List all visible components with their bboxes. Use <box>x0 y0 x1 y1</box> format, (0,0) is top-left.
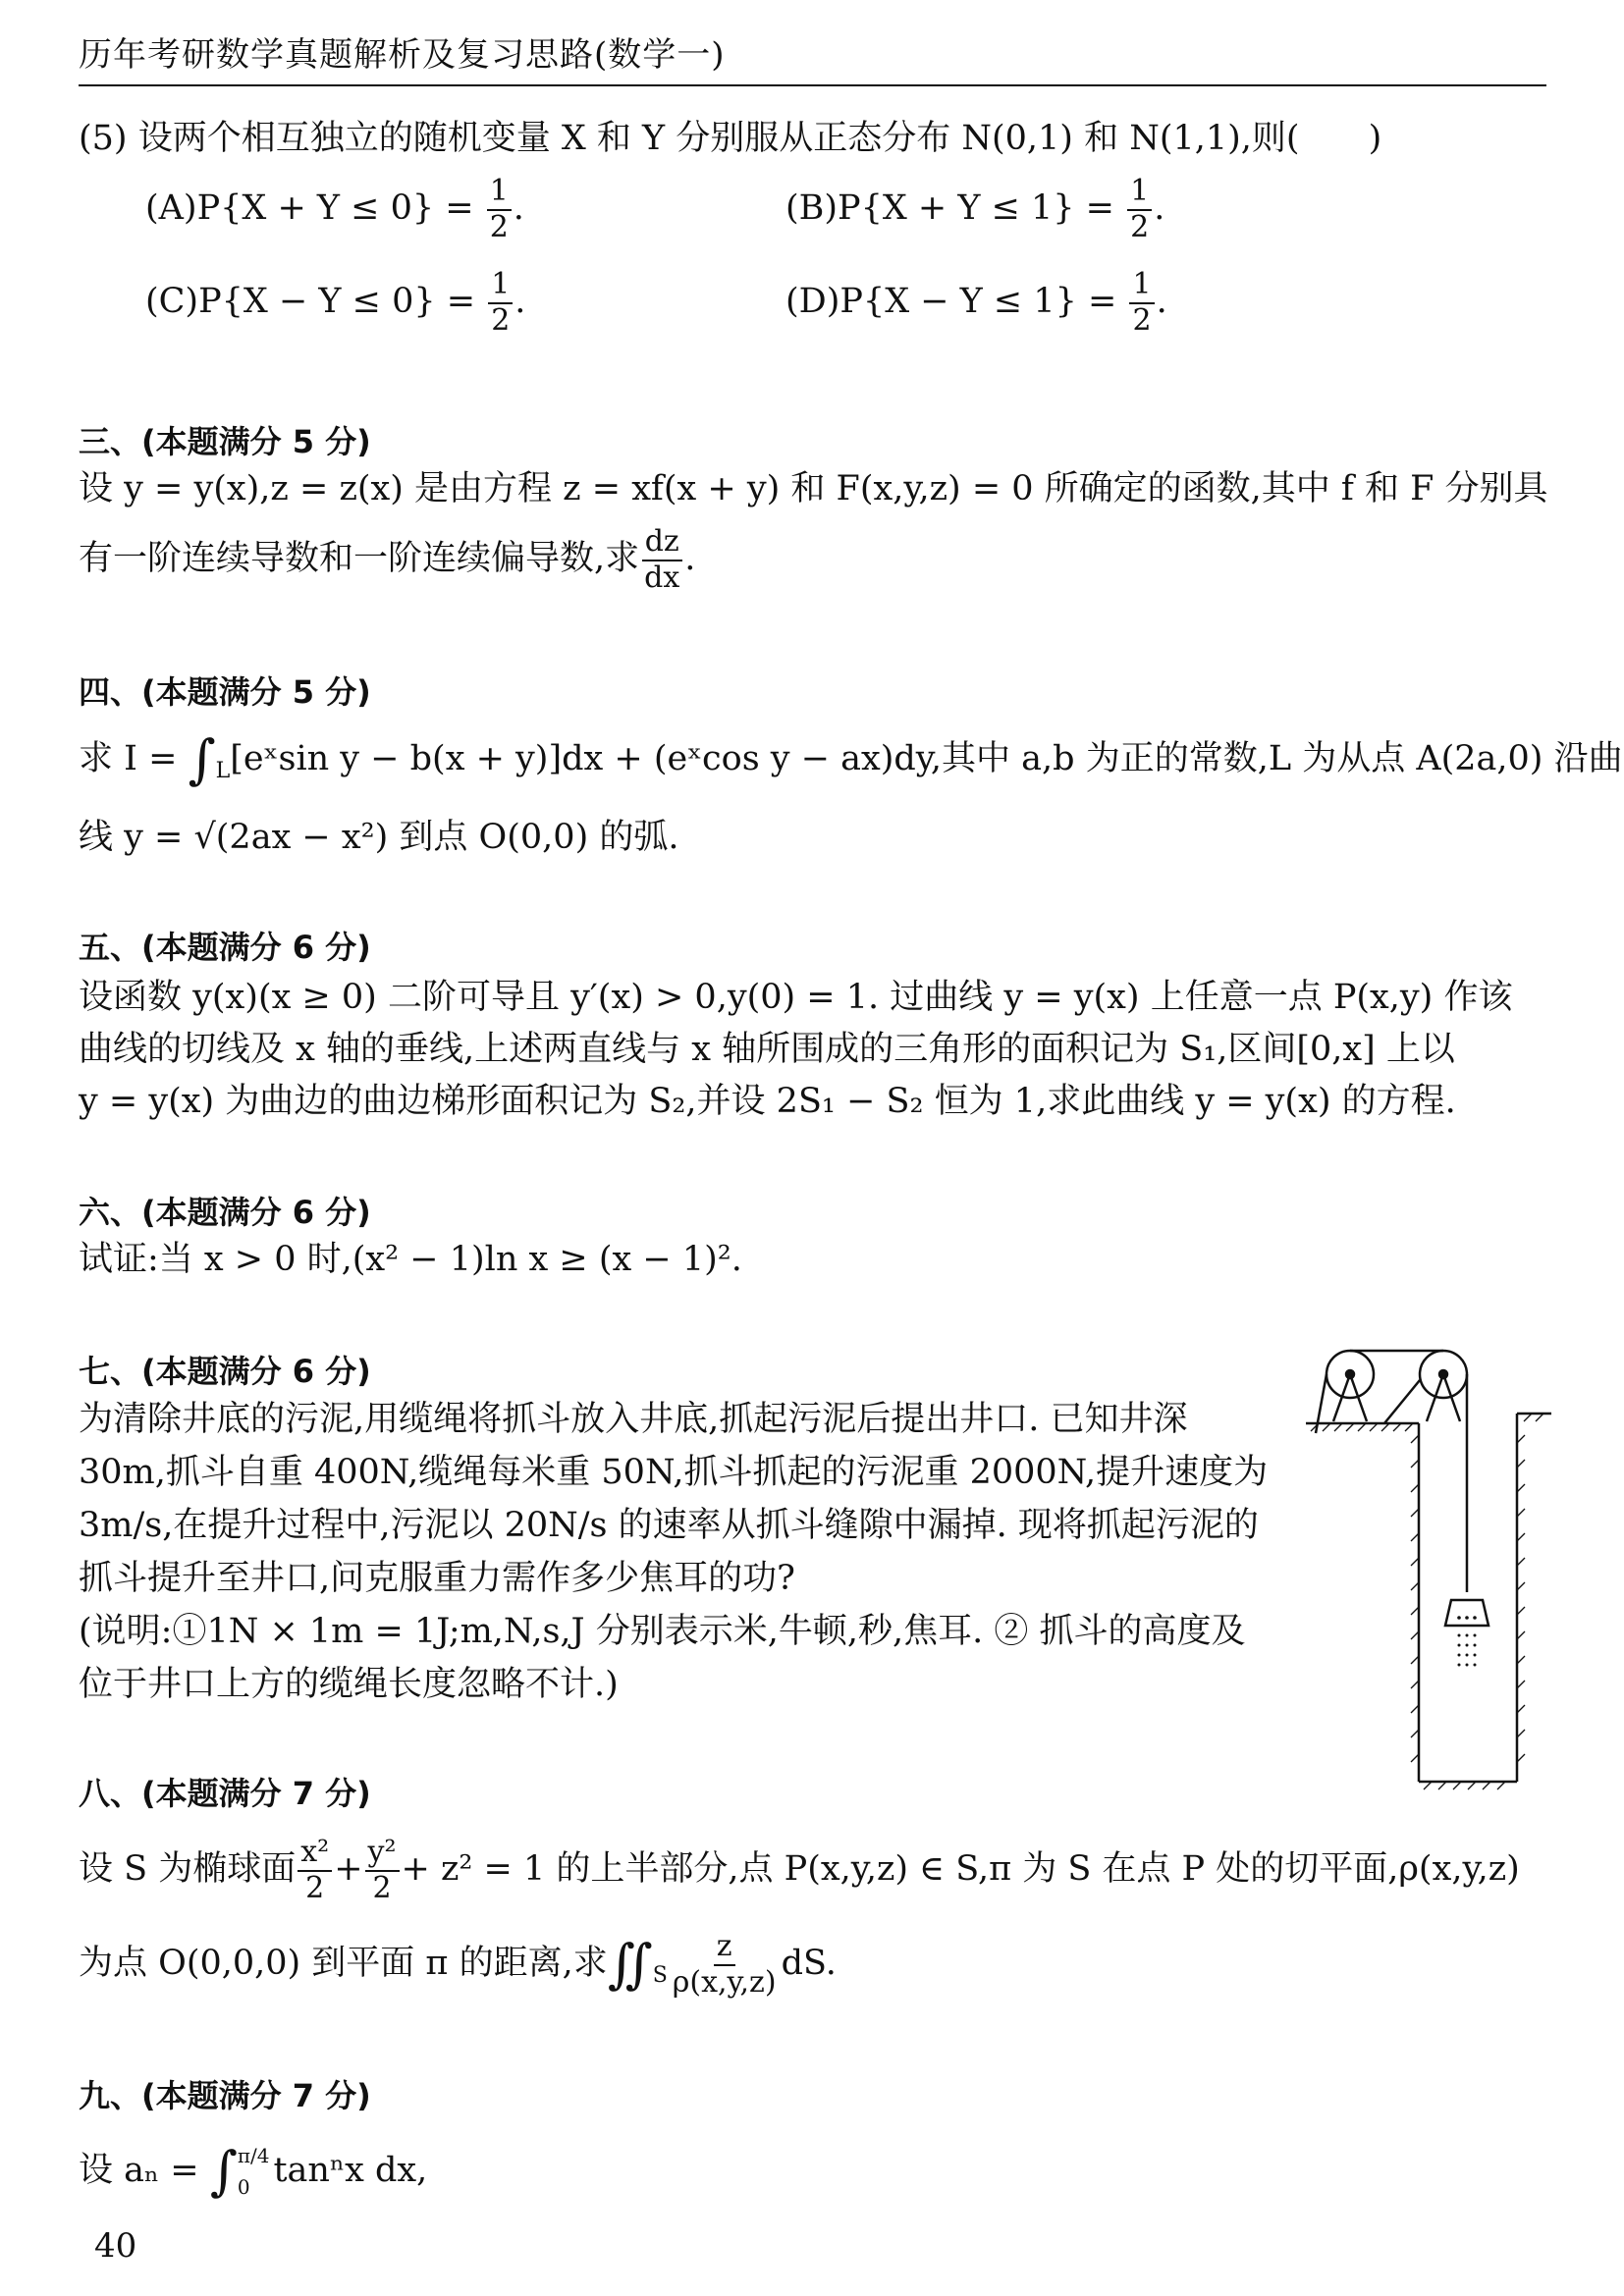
q5-option-b <box>785 175 1164 244</box>
frac-den: 2 <box>305 1870 325 1905</box>
bucket-icon <box>1445 1600 1489 1626</box>
section-3-line-2-text: 有一阶连续导数和一阶连续偏导数,求 <box>79 539 640 578</box>
frac-num: z <box>714 1930 735 1966</box>
fraction-x2-over-2 <box>298 1836 332 1905</box>
integral-subscript: L <box>215 758 231 783</box>
integral-limits <box>238 2140 270 2203</box>
upper-limit: π/4 <box>237 2144 270 2168</box>
frac-num: 1 <box>488 268 513 304</box>
section-7-line-3: 3m/s,在提升过程中,污泥以 20N/s 的速率从抓斗缝隙中漏掉. 现将抓起污泥的 <box>79 1506 1259 1545</box>
section-4-line-1-rest: [eˣsin y − b(x + y)]dx + (eˣcos y − ax)dy,其中 a,b 为正的常数,L 为从点 A(2a,0) 沿曲 <box>230 738 1623 778</box>
frac-den: 2 <box>1130 209 1150 244</box>
period: . <box>1156 282 1167 321</box>
section-9-title: 九、(本题满分 7 分) <box>79 2077 371 2114</box>
running-header: 历年考研数学真题解析及复习思路(数学一) <box>79 35 726 75</box>
fraction-half <box>488 268 513 338</box>
q5-option-c-text: (C)P{X − Y ≤ 0} = <box>145 282 487 321</box>
section-4-line-1-start: 求 I = <box>79 738 189 778</box>
section-9-line-1 <box>79 2140 427 2204</box>
period: . <box>513 188 524 228</box>
q5-option-d-text: (D)P{X − Y ≤ 1} = <box>785 282 1128 321</box>
q5-option-d <box>785 268 1167 338</box>
frac-den: ρ(x,y,z) <box>672 1964 777 2000</box>
frac-den: 2 <box>1132 302 1152 338</box>
frac-den: 2 <box>372 1870 392 1905</box>
section-4-line-1 <box>79 728 1623 792</box>
section-5-line-1: 设函数 y(x)(x ≥ 0) 二阶可导且 y′(x) > 0,y(0) = 1. 过曲线 y = y(x) 上任意一点 P(x,y) 作该 <box>79 978 1513 1017</box>
frac-den: 2 <box>489 209 509 244</box>
frac-num: x² <box>298 1836 332 1872</box>
fraction-y2-over-2 <box>365 1836 400 1905</box>
section-7-line-1: 为清除井底的污泥,用缆绳将抓斗放入井底,抓起污泥后提出井口. 已知井深 <box>79 1400 1188 1439</box>
section-5-title: 五、(本题满分 6 分) <box>79 929 371 966</box>
period: . <box>684 539 696 578</box>
period: . <box>514 282 526 321</box>
section-5-line-3: y = y(x) 为曲边的曲边梯形面积记为 S₂,并设 2S₁ − S₂ 恒为 1,求此曲线 y = y(x) 的方程. <box>79 1082 1456 1121</box>
section-5-line-2: 曲线的切线及 x 轴的垂线,上述两直线与 x 轴所围成的三角形的面积记为 S₁,区间[0,x] 上以 <box>79 1030 1455 1069</box>
section-3-line-2 <box>79 525 695 595</box>
section-3-title: 三、(本题满分 5 分) <box>79 423 371 460</box>
section-7-line-4: 抓斗提升至井口,问克服重力需作多少焦耳的功? <box>79 1559 795 1598</box>
frac-den: 2 <box>491 302 511 338</box>
frac-num: dz <box>642 525 682 561</box>
section-9-line-1-start: 设 aₙ = <box>79 2150 210 2190</box>
section-7-line-5: (说明:①1N × 1m = 1J;m,N,s,J 分别表示米,牛顿,秒,焦耳. ② 抓斗的高度及 <box>79 1612 1246 1651</box>
section-3-line-1: 设 y = y(x),z = z(x) 是由方程 z = xf(x + y) 和 F(x,y,z) = 0 所确定的函数,其中 f 和 F 分别具 <box>79 469 1548 508</box>
section-7-line-2: 30m,抓斗自重 400N,缆绳每米重 50N,抓斗抓起的污泥重 2000N,提升速度为 <box>79 1453 1269 1492</box>
q5-option-c <box>145 268 525 338</box>
section-8-line-2 <box>79 1930 837 2000</box>
q5-option-a-text: (A)P{X + Y ≤ 0} = <box>145 188 485 228</box>
period: . <box>1154 188 1165 228</box>
q5-option-a <box>145 175 524 244</box>
q5-option-b-text: (B)P{X + Y ≤ 1} = <box>785 188 1126 228</box>
section-8-line-1-rest: + z² = 1 的上半部分,点 P(x,y,z) ∈ S,π 为 S 在点 P 处的切平面,ρ(x,y,z) <box>401 1849 1520 1889</box>
section-7-line-6: 位于井口上方的缆绳长度忽略不计.) <box>79 1665 619 1704</box>
integral-sign: ∫ <box>209 2140 238 2202</box>
section-8-line-2-end: dS. <box>781 1944 837 1983</box>
fraction-dz-dx <box>641 525 682 595</box>
page-number: 40 <box>94 2226 137 2266</box>
integral-sign: ∫ <box>188 728 216 790</box>
section-8-line-1 <box>79 1836 1520 1905</box>
fraction-z-over-rho <box>670 1930 780 2000</box>
frac-num: y² <box>365 1836 400 1872</box>
fraction-half <box>1129 268 1154 338</box>
frac-num: 1 <box>1129 268 1154 304</box>
section-8-line-1-start: 设 S 为椭球面 <box>79 1849 297 1889</box>
frac-num: 1 <box>487 175 512 211</box>
header-rule <box>79 84 1546 86</box>
section-8-line-2-start: 为点 O(0,0,0) 到平面 π 的距离,求 <box>79 1944 608 1983</box>
fraction-half <box>487 175 512 244</box>
double-integral-sign: ∬ <box>607 1933 653 1996</box>
section-4-title: 四、(本题满分 5 分) <box>79 673 371 711</box>
section-8-title: 八、(本题满分 7 分) <box>79 1775 371 1812</box>
section-6-line-1: 试证:当 x > 0 时,(x² − 1)ln x ≥ (x − 1)². <box>79 1240 742 1279</box>
q5-stem: (5) 设两个相互独立的随机变量 X 和 Y 分别服从正态分布 N(0,1) 和 N(1,1),则( ) <box>79 119 1382 158</box>
fraction-half <box>1127 175 1152 244</box>
integral-subscript: S <box>652 1963 668 1988</box>
section-4-line-2: 线 y = √(2ax − x²) 到点 O(0,0) 的弧. <box>79 818 679 857</box>
section-9-line-1-rest: tanⁿx dx, <box>273 2150 428 2190</box>
section-6-title: 六、(本题满分 6 分) <box>79 1194 371 1231</box>
frac-num: 1 <box>1127 175 1152 211</box>
mud-drip-icon <box>1457 1616 1477 1666</box>
lower-limit: 0 <box>237 2175 250 2200</box>
plus-sign: + <box>334 1849 363 1889</box>
section-7-title: 七、(本题满分 6 分) <box>79 1353 371 1390</box>
frac-den: dx <box>644 560 680 595</box>
well-bucket-figure <box>1306 1345 1551 1796</box>
